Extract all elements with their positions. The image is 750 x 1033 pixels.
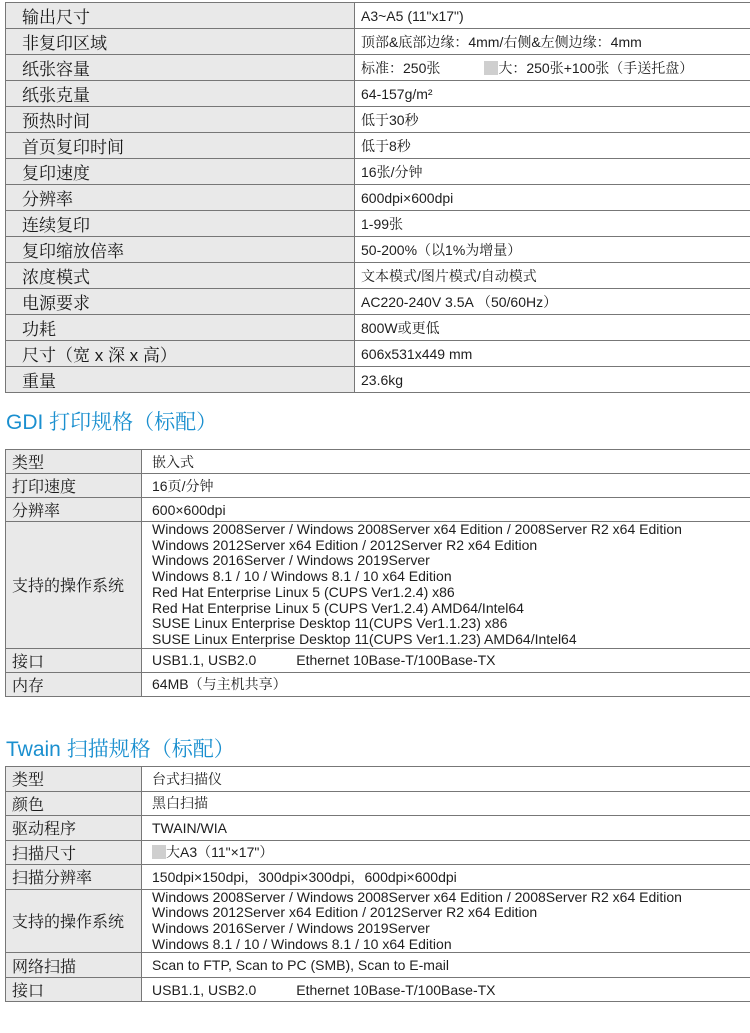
table-row xyxy=(6,816,750,841)
table-row xyxy=(6,367,750,393)
os-line: SUSE Linux Enterprise Desktop 11(CUPS Ver1.1.23) AMD64/Intel64 xyxy=(152,630,577,647)
os-line: Windows 2012Server x64 Edition / 2012Server R2 x64 Edition xyxy=(152,536,538,553)
os-line: Windows 2016Server / Windows 2019Server xyxy=(152,552,430,569)
os-list xyxy=(142,522,750,649)
spec-label: 分辨率 xyxy=(6,185,355,211)
table-row xyxy=(6,3,750,29)
twain-section-title: Twain 扫描规格（标配） xyxy=(6,738,235,761)
spec-label: 复印缩放倍率 xyxy=(6,237,355,263)
os-list xyxy=(142,889,750,953)
table-row xyxy=(6,55,750,81)
spec-label: 非复印区域 xyxy=(6,29,355,55)
table-row xyxy=(6,159,750,185)
spec-label: 预热时间 xyxy=(6,107,355,133)
spec-value: 64MB（与主机共享） xyxy=(142,672,750,696)
spec-label: 电源要求 xyxy=(6,289,355,315)
spec-label: 功耗 xyxy=(6,315,355,341)
table-row xyxy=(6,107,750,133)
spec-label: 纸张克量 xyxy=(6,81,355,107)
spec-value: 16页/分钟 xyxy=(142,474,750,498)
table-row xyxy=(6,211,750,237)
os-line: Windows 2008Server / Windows 2008Server x64 Edition / 2008Server R2 x64 Edition xyxy=(152,521,682,537)
paper-capacity-standard: 标准：250张 xyxy=(361,59,441,76)
table-row xyxy=(6,81,750,107)
spec-value: 606x531x449 mm xyxy=(355,341,750,367)
table-row xyxy=(6,498,750,522)
spec-value: 顶部&底部边缘：4mm/右侧&左侧边缘：4mm xyxy=(355,29,750,55)
spec-value: 低于30秒 xyxy=(355,107,750,133)
spec-value: 64-157g/m² xyxy=(355,81,750,107)
spec-value: 50-200%（以1%为增量） xyxy=(355,237,750,263)
scan-size: 大A3（11"×17"） xyxy=(166,844,274,861)
spec-value: 600dpi×600dpi xyxy=(355,185,750,211)
spec-label: 扫描尺寸 xyxy=(6,840,142,865)
os-line: Red Hat Enterprise Linux 5 (CUPS Ver1.2.4) AMD64/Intel64 xyxy=(152,599,524,616)
spec-value xyxy=(142,840,750,865)
spec-label: 尺寸（宽 x 深 x 高） xyxy=(6,341,355,367)
spec-label: 颜色 xyxy=(6,791,142,816)
os-line: SUSE Linux Enterprise Desktop 11(CUPS Ver1.1.23) x86 xyxy=(152,615,508,632)
spec-value: 文本模式/图片模式/自动模式 xyxy=(355,263,750,289)
spec-value: 1-99张 xyxy=(355,211,750,237)
table-row xyxy=(6,263,750,289)
spec-label: 连续复印 xyxy=(6,211,355,237)
table-row xyxy=(6,672,750,696)
spec-label: 扫描分辨率 xyxy=(6,865,142,890)
table-row xyxy=(6,237,750,263)
spec-label: 接口 xyxy=(6,977,142,1002)
spec-label: 支持的操作系统 xyxy=(6,889,142,953)
spec-value: 黑白扫描 xyxy=(142,791,750,816)
table-row xyxy=(6,341,750,367)
table-row xyxy=(6,865,750,890)
spec-label: 支持的操作系统 xyxy=(6,522,142,649)
spec-label: 纸张容量 xyxy=(6,55,355,81)
spec-label: 类型 xyxy=(6,767,142,792)
spec-label: 驱动程序 xyxy=(6,816,142,841)
spec-label: 首页复印时间 xyxy=(6,133,355,159)
table-row xyxy=(6,315,750,341)
redaction-mark xyxy=(152,845,166,859)
spec-label: 复印速度 xyxy=(6,159,355,185)
table-row xyxy=(6,29,750,55)
table-row xyxy=(6,840,750,865)
spec-value xyxy=(355,55,750,81)
table-row xyxy=(6,977,750,1002)
os-line: Red Hat Enterprise Linux 5 (CUPS Ver1.2.4) x86 xyxy=(152,583,455,600)
table-row xyxy=(6,648,750,672)
table-row xyxy=(6,889,750,953)
table-row xyxy=(6,289,750,315)
spec-value: AC220-240V 3.5A （50/60Hz） xyxy=(355,289,750,315)
table-row xyxy=(6,767,750,792)
table-row xyxy=(6,953,750,978)
usb-interface: USB1.1, USB2.0 xyxy=(152,652,257,669)
table-row xyxy=(6,791,750,816)
table-row xyxy=(6,474,750,498)
twain-spec-table xyxy=(5,766,750,1002)
spec-label: 浓度模式 xyxy=(6,263,355,289)
os-line: Windows 2008Server / Windows 2008Server x64 Edition / 2008Server R2 x64 Edition xyxy=(152,889,682,905)
os-line: Windows 8.1 / 10 / Windows 8.1 / 10 x64 Edition xyxy=(152,568,452,585)
table-row xyxy=(6,522,750,649)
spec-value: TWAIN/WIA xyxy=(142,816,750,841)
spec-label: 输出尺寸 xyxy=(6,3,355,29)
os-line: Windows 2016Server / Windows 2019Server xyxy=(152,919,430,936)
redaction-mark xyxy=(484,61,498,75)
table-row xyxy=(6,133,750,159)
spec-label: 类型 xyxy=(6,450,142,474)
gdi-spec-table xyxy=(5,449,750,697)
spec-label: 分辨率 xyxy=(6,498,142,522)
copy-spec-table xyxy=(5,2,750,393)
gdi-section-title: GDI 打印规格（标配） xyxy=(6,411,218,434)
spec-value xyxy=(142,648,750,672)
spec-value: 600×600dpi xyxy=(142,498,750,522)
spec-value: A3~A5 (11"x17") xyxy=(355,3,750,29)
spec-label: 接口 xyxy=(6,648,142,672)
usb-interface: USB1.1, USB2.0 xyxy=(152,981,257,998)
os-line: Windows 2012Server x64 Edition / 2012Server R2 x64 Edition xyxy=(152,904,538,921)
table-row xyxy=(6,185,750,211)
spec-label: 内存 xyxy=(6,672,142,696)
table-row xyxy=(6,450,750,474)
paper-capacity-large: 大：250张+100张（手送托盘） xyxy=(498,59,694,76)
spec-value: 800W或更低 xyxy=(355,315,750,341)
spec-value: 16张/分钟 xyxy=(355,159,750,185)
spec-label: 打印速度 xyxy=(6,474,142,498)
ethernet-interface: Ethernet 10Base-T/100Base-TX xyxy=(296,652,496,669)
spec-value: 低于8秒 xyxy=(355,133,750,159)
spec-value xyxy=(142,977,750,1002)
spec-value: 150dpi×150dpi，300dpi×300dpi，600dpi×600dpi xyxy=(142,865,750,890)
os-line: Windows 8.1 / 10 / Windows 8.1 / 10 x64 Edition xyxy=(152,935,452,952)
spec-label: 重量 xyxy=(6,367,355,393)
ethernet-interface: Ethernet 10Base-T/100Base-TX xyxy=(296,981,496,998)
spec-label: 网络扫描 xyxy=(6,953,142,978)
spec-value: Scan to FTP, Scan to PC (SMB), Scan to E-mail xyxy=(142,953,750,978)
spec-value: 23.6kg xyxy=(355,367,750,393)
spec-value: 台式扫描仪 xyxy=(142,767,750,792)
spec-value: 嵌入式 xyxy=(142,450,750,474)
